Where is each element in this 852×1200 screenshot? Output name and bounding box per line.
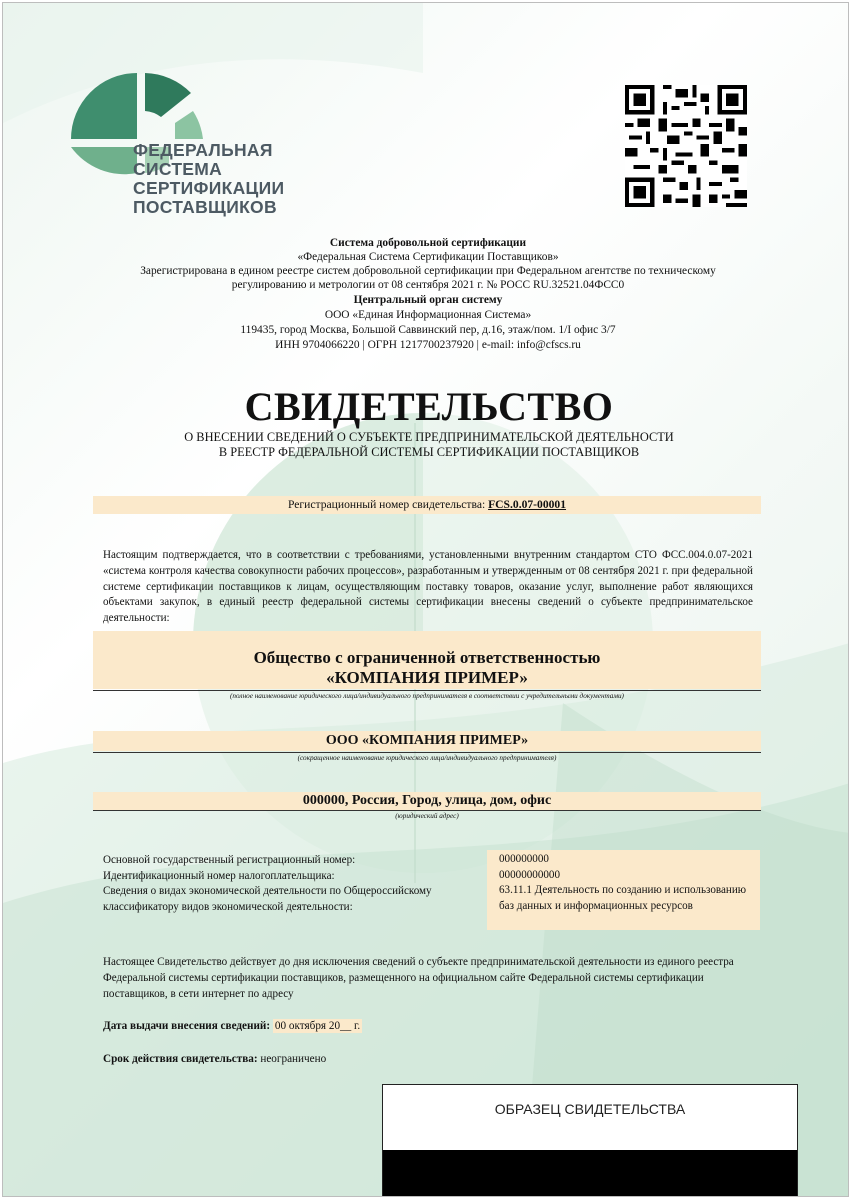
org-ids: ИНН 9704066220 | ОГРН 1217700237920 | e-mail: info@cfscs.ru: [275, 339, 581, 351]
certificate-title: СВИДЕТЕЛЬСТВО: [244, 384, 614, 429]
details-labels: [103, 853, 433, 915]
sample-label: ОБРАЗЕЦ СВИДЕТЕЛЬСТВА: [494, 1101, 686, 1117]
short-name-underline: [93, 752, 761, 753]
legal-address-caption: (юридический адрес): [395, 812, 459, 820]
inn-value: 00000000000: [499, 868, 561, 881]
logo-line: СЕРТИФИКАЦИИ: [133, 178, 285, 198]
org-address: 119435, город Москва, Большой Саввинский пер, д.16, этаж/пом. 1/I офис 3/7: [240, 324, 616, 336]
reg-number-row: [93, 496, 761, 514]
ogrn-label: Основной государственный регистрационный номер:: [103, 854, 356, 866]
full-name-underline: [93, 690, 761, 691]
full-name-line-2: «КОМПАНИЯ ПРИМЕР»: [326, 668, 528, 687]
details-values: [487, 850, 760, 930]
ogrn-value: 000000000: [499, 853, 549, 865]
system-name: «Федеральная Система Сертификации Поставщиков»: [297, 251, 559, 263]
term-value: неограничено: [260, 1053, 327, 1065]
logo-line: СИСТЕМА: [133, 159, 223, 179]
validity-paragraph: Настоящее Свидетельство действует до дня исключения сведений о субъекте предпринимательской деятельности из единого реестра Федеральной системы сертификации поставщиков, размещенного на официальном сайте Федеральной системы сертификации поставщиков, в сети интернет по адресу: [103, 956, 734, 1000]
sample-black-bar: [383, 1150, 797, 1197]
legal-address: 000000, Россия, Город, улица, дом, офис: [302, 793, 552, 808]
certificate-subtitle-1: О ВНЕСЕНИИ СВЕДЕНИЙ О СУБЪЕКТЕ ПРЕДПРИНИМАТЕЛЬСКОЙ ДЕЯТЕЛЬНОСТИ: [184, 430, 674, 444]
inn-label: Идентификационный номер налогоплательщика:: [103, 869, 335, 882]
reg-number-label: Регистрационный номер свидетельства:: [287, 498, 486, 511]
logo-wordmark: [133, 141, 284, 217]
issue-date-row: [103, 1019, 362, 1034]
sample-stamp-box: [382, 1084, 798, 1197]
reg-number-value: FCS.0.07-00001: [488, 498, 567, 511]
intro-paragraph: Настоящим подтверждается, что в соответствии с требованиями, установленными внутренним стандартом СТО ФСС.004.0.07-2021 «система контроля качества совокупности рабочих процессов», разработанным и утвержденным от 08 сентября 2021 г. при федеральной системе сертификации поставщиков к лицам, осуществляющим поставку товаров, оказание услуг, выполнение работ являющихся объектами закупок, в единый реестр федеральной системы сертификации внесены сведений о субъекте предпринимательское деятельности:: [103, 549, 753, 625]
certificate-subtitle-2: В РЕЕСТР ФЕДЕРАЛЬНОЙ СИСТЕМЫ СЕРТИФИКАЦИИ ПОСТАВЩИКОВ: [218, 445, 640, 459]
full-name-caption: (полное наименование юридического лица/индивидуального предпринимателя в соответствии с учредительными документами): [230, 692, 624, 700]
okved-label: Сведения о видах экономической деятельности по Общероссийскому классификатору видов экономической деятельности:: [103, 885, 432, 913]
short-name-caption: (сокращенное наименование юридического лица/индивидуального предпринимателя): [297, 754, 557, 762]
short-name: ООО «КОМПАНИЯ ПРИМЕР»: [325, 733, 529, 748]
system-title: Система добровольной сертификации: [329, 237, 527, 249]
logo-line: ФЕДЕРАЛЬНАЯ: [133, 140, 273, 160]
certificate-page: [2, 2, 849, 1197]
term-label: Срок действия свидетельства:: [103, 1053, 258, 1065]
registration-line-1: Зарегистрирована в едином реестре систем добровольной сертификации при Федеральном агентстве по техническому: [140, 265, 716, 277]
term-row: [103, 1052, 326, 1067]
okved-value: 63.11.1 Деятельность по созданию и использованию баз данных и информационных ресурсов: [499, 884, 747, 912]
central-body-title: Центральный орган систему: [353, 294, 503, 306]
logo-line: ПОСТАВЩИКОВ: [133, 197, 277, 217]
issue-date-label: Дата выдачи внесения сведений:: [103, 1020, 271, 1032]
registration-line-2: регулированию и метрологии от 08 сентября 2021 г. № РОСС RU.32521.04ФСС0: [231, 279, 625, 291]
issue-date-value: 00 октября 20__ г.: [274, 1020, 361, 1032]
org-name: ООО «Единая Информационная Система»: [324, 309, 532, 321]
qr-code-icon: [625, 85, 747, 207]
full-name-line-1: Общество с ограниченной ответственностью: [253, 648, 601, 667]
address-underline: [93, 810, 761, 811]
